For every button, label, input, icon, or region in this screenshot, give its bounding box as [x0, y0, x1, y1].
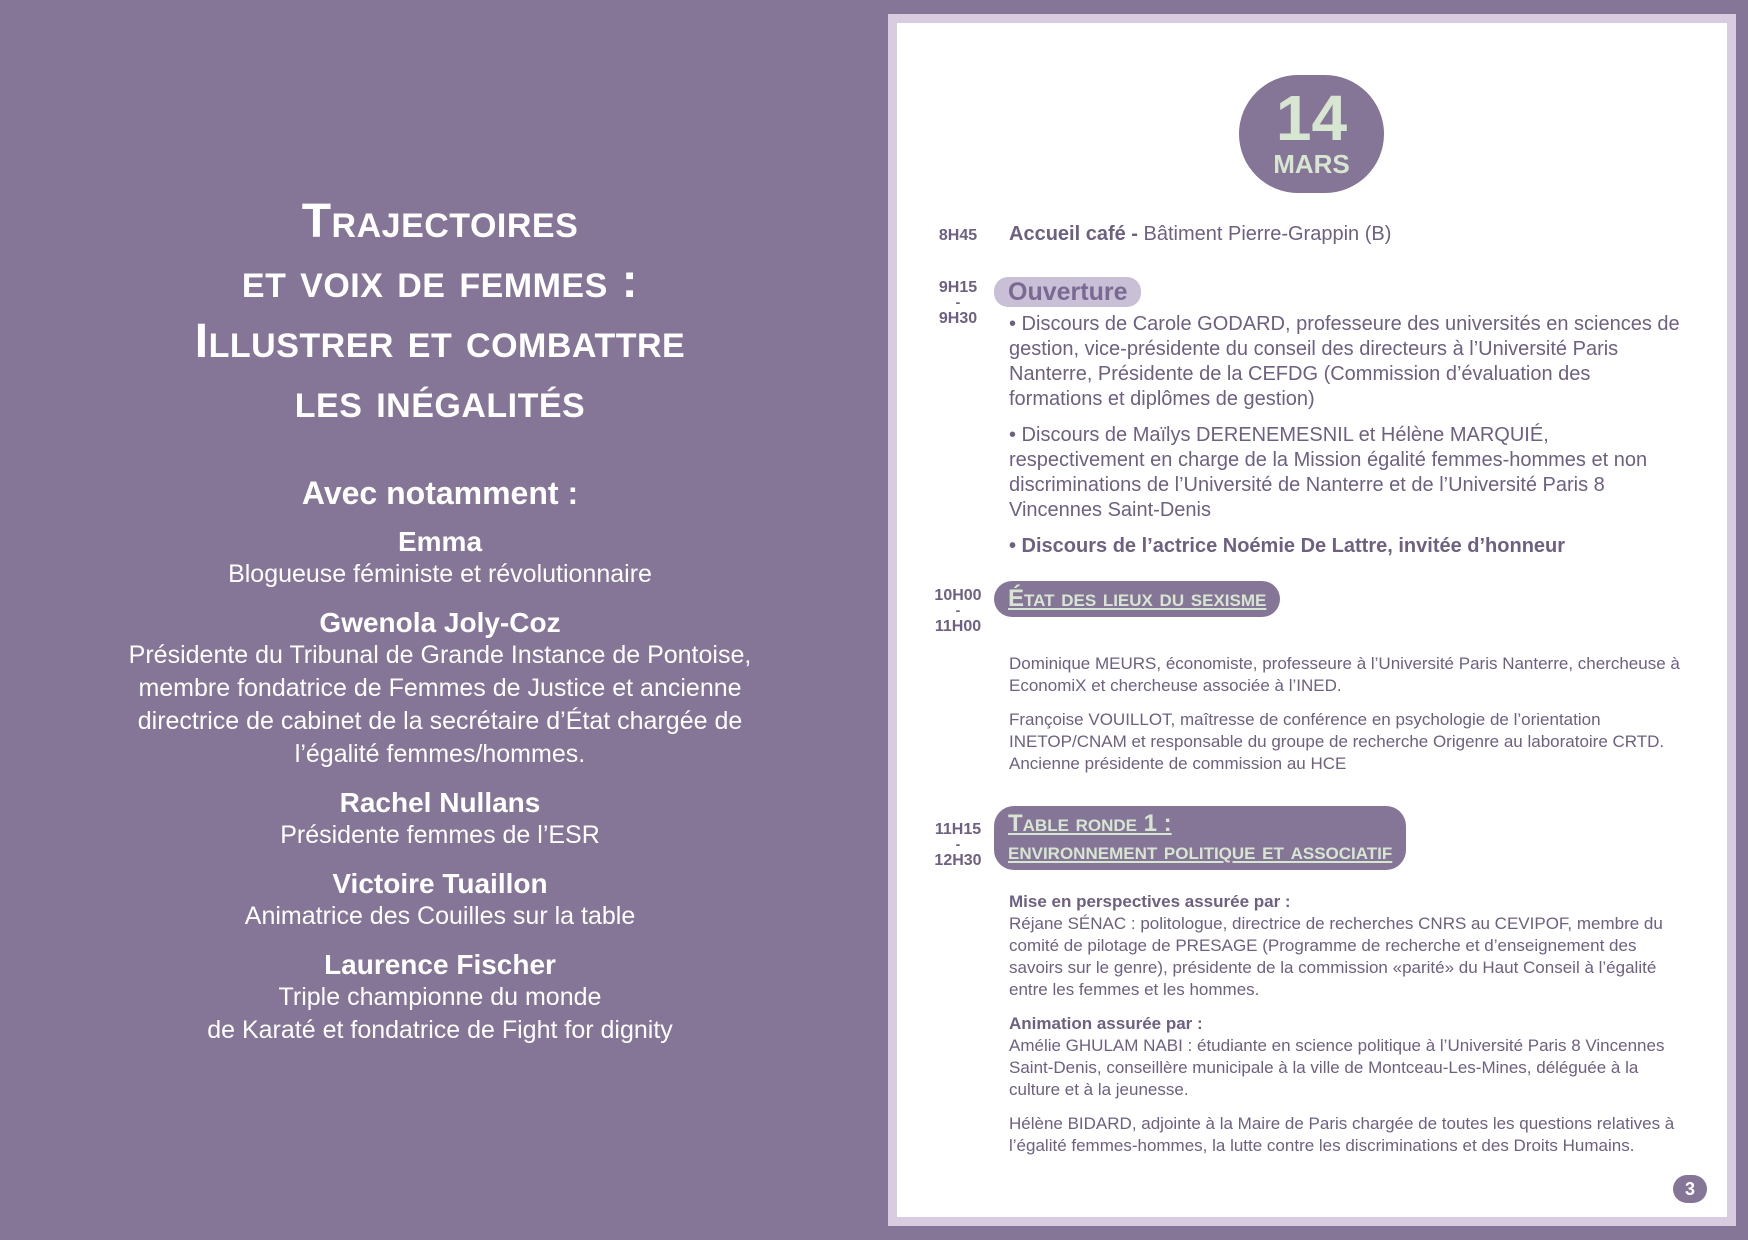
speaker: [40, 867, 840, 933]
bidard-text: Hélène BIDARD, adjointe à la Maire de Paris chargée de toutes les questions relatives à l’égalité femmes-hommes, la lutte contre les discriminations et des Droits Humains.: [1009, 1114, 1675, 1155]
opening-item: • Discours de Carole GODARD, professeure des universités en sciences de gestion, vice-présidente du conseil des directeurs à l’Université Paris Nanterre, Présidente de la CEFDG (Commission d’évaluation des formations et diplômes de gestion): [1009, 313, 1680, 410]
title-line: et voix de femmes :: [241, 255, 639, 308]
program-frame: [888, 14, 1736, 1226]
speaker: [40, 525, 840, 591]
page-title: [40, 192, 840, 432]
section-title-line: État des lieux du sexisme: [1008, 585, 1267, 612]
opening-items: [1009, 312, 1689, 559]
speaker-role: membre fondatrice de Femmes de Justice et ancienne: [138, 674, 742, 702]
speaker: [40, 948, 840, 1047]
animation-text: Amélie GHULAM NABI : étudiante en science politique à l’Université Paris 8 Vincennes Saint-Denis, conseillère municipale à la ville de Montceau-Les-Mines, déléguée à la culture et à la jeunesse.: [1009, 1036, 1665, 1099]
time-start: 10H00: [934, 587, 982, 604]
animation-label: Animation assurée par :: [1009, 1014, 1203, 1033]
speaker-name: Emma: [397, 526, 483, 557]
speakers-list: [40, 525, 840, 1062]
time-end: 11H00: [934, 618, 982, 635]
speaker-name: Laurence Fischer: [324, 949, 556, 980]
speakers-heading: Avec notamment :: [301, 475, 579, 511]
section-title-opening: Ouverture: [994, 277, 1141, 307]
opening-item: • Discours de l’actrice Noémie De Lattre, invitée d’honneur: [1009, 535, 1566, 557]
time-end: 12H30: [934, 852, 982, 869]
page-number: 3: [1673, 1175, 1707, 1203]
program-page: [897, 23, 1727, 1217]
title-line: les inégalités: [294, 375, 586, 428]
speaker: [40, 786, 840, 852]
title-line: Trajectoires: [301, 195, 579, 248]
speaker-role: Animatrice des Couilles sur la table: [244, 902, 636, 930]
state-items: [1009, 653, 1689, 787]
time-separator: -: [955, 602, 961, 618]
section-title-table: [994, 806, 1406, 870]
time-start: 11H15: [934, 821, 982, 838]
speaker-role: Présidente du Tribunal de Grande Instance de Pontoise,: [128, 641, 752, 669]
date-day: 14: [1275, 82, 1348, 154]
speaker-role: Blogueuse féministe et révolutionnaire: [228, 560, 652, 588]
perspective-label: Mise en perspectives assurée par :: [1009, 892, 1291, 911]
time-start: 9H15: [938, 279, 978, 296]
state-item: Françoise VOUILLOT, maîtresse de conférence en psychologie de l’orientation INETOP/CNAM et responsable du groupe de recherche Origenre au laboratoire CRTD. Ancienne présidente de commission au HCE: [1009, 710, 1665, 773]
speaker-role: l’égalité femmes/hommes.: [294, 740, 586, 768]
time-opening: [927, 275, 989, 331]
section-title-line: environnement politique et associatif: [1008, 838, 1393, 865]
speaker-name: Victoire Tuaillon: [332, 868, 548, 899]
opening-item: • Discours de Maïlys DERENEMESNIL et Hélène MARQUIÉ, respectivement en charge de la Mission égalité femmes-hommes et non discriminations de l’Université de Nanterre et de l’Université Paris 8 Vincennes Saint-Denis: [1009, 424, 1648, 521]
section-title-state: [994, 581, 1280, 617]
welcome-label: Accueil café -: [1009, 223, 1138, 245]
time-end: 9H30: [938, 310, 978, 327]
speaker-role: Triple championne du monde: [278, 983, 602, 1011]
perspective-text: Réjane SÉNAC : politologue, directrice de recherches CNRS au CEVIPOF, membre du comité de pilotage de PRESAGE (Programme de recherche et d’enseignement des savoirs sur le genre), présidente de la commission «parité» du Haut Conseil à l’égalité entre les femmes et les hommes.: [1009, 914, 1663, 999]
state-item: Dominique MEURS, économiste, professeure à l’Université Paris Nanterre, chercheuse à EconomiX et chercheuse associée à l’INED.: [1009, 654, 1680, 695]
speaker-name: Rachel Nullans: [339, 787, 541, 818]
date-month: MARS: [1273, 149, 1350, 179]
date-badge: [1239, 75, 1384, 193]
time-separator: -: [955, 294, 961, 310]
speaker: [40, 606, 840, 771]
speaker-role: de Karaté et fondatrice de Fight for dignity: [207, 1016, 673, 1044]
speaker-role: directrice de cabinet de la secrétaire d’État chargée de: [137, 707, 743, 735]
speaker-role: Présidente femmes de l’ESR: [280, 821, 600, 849]
speaker-name: Gwenola Joly-Coz: [319, 607, 561, 638]
time-welcome: 8H45: [938, 227, 978, 244]
title-line: Illustrer et combattre: [194, 315, 686, 368]
time-separator: -: [955, 836, 961, 852]
section-title-line: Table ronde 1 :: [1008, 810, 1172, 837]
time-table: [927, 817, 989, 873]
welcome-entry: [1009, 222, 1689, 247]
welcome-place: Bâtiment Pierre-Grappin (B): [1137, 223, 1392, 245]
time-state: [927, 583, 989, 639]
table-items: [1009, 891, 1689, 1169]
